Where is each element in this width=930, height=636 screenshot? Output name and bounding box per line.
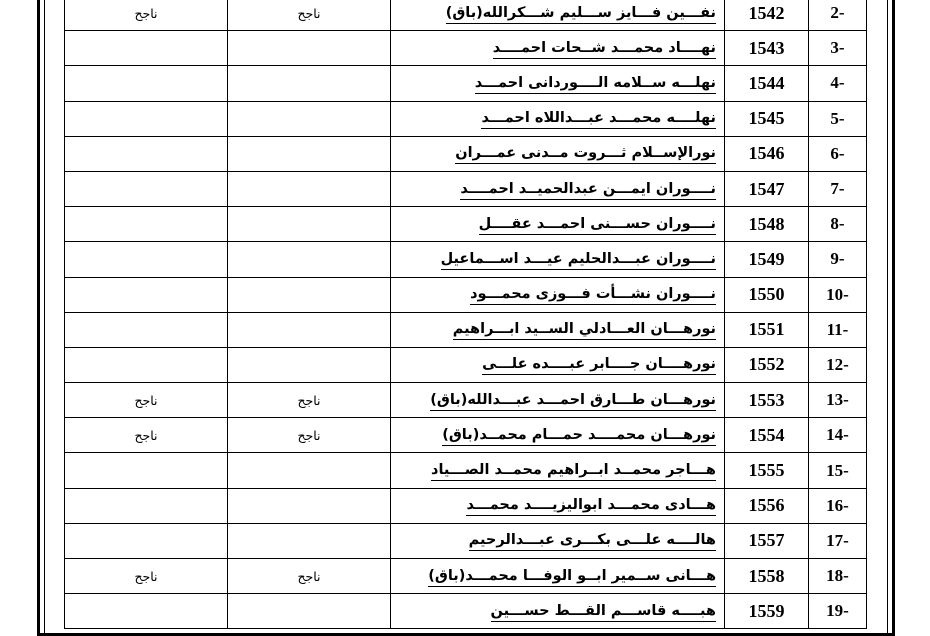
table-row xyxy=(65,171,867,206)
row-number: 10- xyxy=(809,277,867,312)
table-row xyxy=(65,594,867,629)
result-cell-2 xyxy=(65,453,228,488)
student-name-cell xyxy=(391,101,725,136)
table-row xyxy=(65,277,867,312)
result-cell-2 xyxy=(65,31,228,66)
table-row xyxy=(65,418,867,453)
row-number: 5- xyxy=(809,101,867,136)
table-row xyxy=(65,523,867,558)
student-name-cell xyxy=(391,312,725,347)
result-cell-1 xyxy=(228,488,391,523)
student-name: نورهــــان جــــابر عبــــده علـــى xyxy=(482,354,716,375)
results-table xyxy=(64,0,867,629)
result-cell-2: ناجح xyxy=(65,0,228,31)
result-cell-1 xyxy=(228,101,391,136)
row-number: 4- xyxy=(809,66,867,101)
student-name-cell xyxy=(391,66,725,101)
student-name: نهلـــه ســلامه الــــوردانى احمـــد xyxy=(475,73,716,94)
results-table-body xyxy=(65,0,867,629)
student-name-cell xyxy=(391,31,725,66)
student-name: نورالإســلام ثـــروت مــدنى عمـــران xyxy=(455,143,716,164)
seat-number: 1556 xyxy=(725,488,809,523)
row-number: 2- xyxy=(809,0,867,31)
student-name-cell xyxy=(391,418,725,453)
seat-number: 1549 xyxy=(725,242,809,277)
result-cell-1: ناجح xyxy=(228,559,391,594)
student-name-cell xyxy=(391,242,725,277)
table-row xyxy=(65,453,867,488)
result-cell-2 xyxy=(65,207,228,242)
seat-number: 1543 xyxy=(725,31,809,66)
seat-number: 1554 xyxy=(725,418,809,453)
student-name: هبــــه قاســـم القـــط حســـين xyxy=(491,601,716,622)
row-number: 15- xyxy=(809,453,867,488)
seat-number: 1557 xyxy=(725,523,809,558)
result-cell-1 xyxy=(228,347,391,382)
result-cell-1 xyxy=(228,277,391,312)
seat-number: 1547 xyxy=(725,171,809,206)
student-name-cell xyxy=(391,347,725,382)
table-row xyxy=(65,136,867,171)
table-row xyxy=(65,312,867,347)
seat-number: 1544 xyxy=(725,66,809,101)
student-name-cell xyxy=(391,453,725,488)
student-name-cell xyxy=(391,136,725,171)
result-cell-2: ناجح xyxy=(65,559,228,594)
table-row xyxy=(65,488,867,523)
result-cell-2 xyxy=(65,66,228,101)
result-cell-1 xyxy=(228,171,391,206)
row-number: 19- xyxy=(809,594,867,629)
result-cell-2 xyxy=(65,523,228,558)
result-cell-2 xyxy=(65,171,228,206)
row-number: 3- xyxy=(809,31,867,66)
student-name: نفـــين فـــايز ســـليم شـــكرالله(باق) xyxy=(446,3,716,24)
result-cell-1 xyxy=(228,242,391,277)
result-cell-1 xyxy=(228,31,391,66)
table-row xyxy=(65,101,867,136)
result-cell-1 xyxy=(228,453,391,488)
student-name: نهــــاد محمـــد شــحات احمــــد xyxy=(493,38,716,59)
result-cell-2: ناجح xyxy=(65,383,228,418)
seat-number: 1545 xyxy=(725,101,809,136)
student-name: نورهـــان طـــارق احمـــد عبـــدالله(باق) xyxy=(430,390,716,411)
seat-number: 1558 xyxy=(725,559,809,594)
row-number: 14- xyxy=(809,418,867,453)
student-name: هـــانى ســمير ابــو الوفـــا محمـــد(باق) xyxy=(428,566,716,587)
student-name-cell xyxy=(391,488,725,523)
seat-number: 1553 xyxy=(725,383,809,418)
student-name: هـــادى محمـــد ابواليزيــــد محمـــد xyxy=(466,495,716,516)
table-row xyxy=(65,347,867,382)
student-name: هالــــه علـــى بكـــرى عبـــدالرحيم xyxy=(469,530,716,551)
seat-number: 1559 xyxy=(725,594,809,629)
row-number: 7- xyxy=(809,171,867,206)
student-name: نــــوران حســـنى احمـــد عقــــل xyxy=(479,214,716,235)
result-cell-2 xyxy=(65,101,228,136)
result-cell-2 xyxy=(65,242,228,277)
table-row xyxy=(65,207,867,242)
row-number: 12- xyxy=(809,347,867,382)
seat-number: 1552 xyxy=(725,347,809,382)
table-row xyxy=(65,31,867,66)
table-row xyxy=(65,66,867,101)
seat-number: 1550 xyxy=(725,277,809,312)
result-cell-1 xyxy=(228,312,391,347)
seat-number: 1542 xyxy=(725,0,809,31)
student-name: نورهـــان محمــــد حمـــام محمــد(باق) xyxy=(442,425,716,446)
student-name: نــــوران ايمـــن عبدالحميــد احمــــد xyxy=(460,179,716,200)
student-name-cell xyxy=(391,277,725,312)
student-name-cell xyxy=(391,559,725,594)
result-cell-1 xyxy=(228,136,391,171)
seat-number: 1551 xyxy=(725,312,809,347)
result-cell-2 xyxy=(65,488,228,523)
result-cell-1 xyxy=(228,523,391,558)
row-number: 8- xyxy=(809,207,867,242)
table-row xyxy=(65,242,867,277)
row-number: 6- xyxy=(809,136,867,171)
result-cell-1 xyxy=(228,66,391,101)
row-number: 9- xyxy=(809,242,867,277)
result-cell-2: ناجح xyxy=(65,418,228,453)
result-cell-1: ناجح xyxy=(228,383,391,418)
student-name-cell xyxy=(391,0,725,31)
result-cell-1: ناجح xyxy=(228,418,391,453)
student-name: هـــاجر محمــد ابــراهيم محمــد الصـــياد xyxy=(431,460,716,481)
table-row xyxy=(65,383,867,418)
result-cell-1 xyxy=(228,207,391,242)
row-number: 17- xyxy=(809,523,867,558)
result-cell-2 xyxy=(65,136,228,171)
student-name-cell xyxy=(391,171,725,206)
row-number: 11- xyxy=(809,312,867,347)
result-cell-2 xyxy=(65,277,228,312)
row-number: 13- xyxy=(809,383,867,418)
result-cell-1: ناجح xyxy=(228,0,391,31)
result-cell-2 xyxy=(65,594,228,629)
student-name-cell xyxy=(391,523,725,558)
table-row xyxy=(65,559,867,594)
student-name-cell xyxy=(391,383,725,418)
seat-number: 1555 xyxy=(725,453,809,488)
student-name: نورهـــان العـــادلي الســيد ابـــراهيم xyxy=(453,319,716,340)
student-name: نــــوران عبـــدالحليم عيـــد اســـماعيل xyxy=(441,249,716,270)
student-name-cell xyxy=(391,594,725,629)
row-number: 18- xyxy=(809,559,867,594)
result-cell-2 xyxy=(65,312,228,347)
student-name: نــــوران نشـــأت فـــوزى محمـــود xyxy=(470,284,716,305)
table-row xyxy=(65,0,867,31)
result-cell-1 xyxy=(228,594,391,629)
row-number: 16- xyxy=(809,488,867,523)
seat-number: 1546 xyxy=(725,136,809,171)
student-name-cell xyxy=(391,207,725,242)
result-cell-2 xyxy=(65,347,228,382)
student-name: نهلــــه محمـــد عبـــداللاه احمـــد xyxy=(481,108,716,129)
seat-number: 1548 xyxy=(725,207,809,242)
